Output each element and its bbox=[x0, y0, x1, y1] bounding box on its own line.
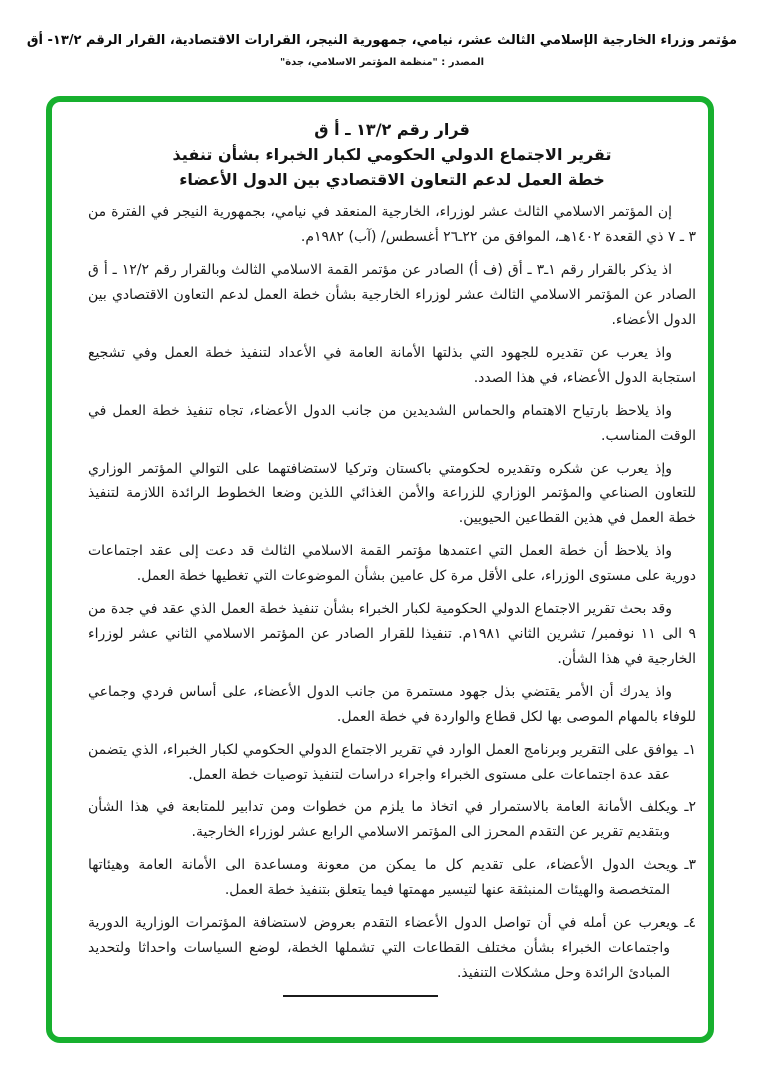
item-text: ويكلف الأمانة العامة بالاستمرار في اتخاذ ما يلزم من خطوات ومن تدابير للمتابعة في هذا الشأن وبتقديم تقرير عن التقدم المحرز الى المؤتمر الاسلامي الرابع عشر لوزراء الخارجية. bbox=[88, 799, 678, 841]
document-header bbox=[0, 33, 764, 68]
list-item bbox=[88, 738, 696, 788]
preamble-paragraph: واذ يلاحظ أن خطة العمل التي اعتمدها مؤتمر القمة الاسلامي الثالث قد دعت إلى عقد اجتماعات دورية على مستوى الوزراء، على الأقل مرة كل عامين بشأن الموضوعات التي تغطيها خطة العمل. bbox=[88, 543, 696, 585]
preamble-paragraph: وإذ يعرب عن شكره وتقديره لحكومتي باكستان وتركيا لاستضافتهما على التوالي المؤتمر الوزاري للتعاون الصناعي والمؤتمر الوزاري للزراعة والأمن الغذائي اللذين وضعا الخطوط الرائدة اللازمة لتنفيذ خطة العمل في هذين القطاعين الحيويين. bbox=[88, 460, 696, 527]
preamble-paragraph: واذ يدرك أن الأمر يقتضي بذل جهود مستمرة من جانب الدول الأعضاء، على أساس فردي وجماعي للوفاء بالمهام الموصى بها لكل قطاع والواردة في خطة العمل. bbox=[88, 683, 696, 725]
preamble-paragraph: واذ يعرب عن تقديره للجهود التي بذلتها الأمانة العامة في الأعداد لتنفيذ خطة العمل وفي تشجيع استجابة الدول الأعضاء، في هذا الصدد. bbox=[88, 344, 696, 386]
item-number: ٢ـ bbox=[684, 799, 696, 816]
list-item bbox=[88, 853, 696, 903]
document-body bbox=[52, 102, 708, 1037]
resolution-title bbox=[88, 118, 696, 192]
preamble-paragraph: اذ يذكر بالقرار رقم ١ـ٣ ـ أق (ف أ) الصادر عن مؤتمر القمة الاسلامي الثالث وبالقرار رقم ١٢/٢ ـ أ ق الصادر عن المؤتمر الاسلامي الثالث عشر لوزراء الخارجية بشأن خطة العمل لدعم التعاون الاقتصادي بين الدول الأعضاء. bbox=[88, 262, 696, 329]
item-number: ٣ـ bbox=[684, 857, 696, 874]
resolution-number-line: قرار رقم ١٣/٢ ـ أ ق bbox=[314, 120, 470, 139]
header-source-line: المصدر : "منظمة المؤتمر الاسلامي، جدة" bbox=[279, 57, 484, 68]
list-item bbox=[88, 911, 696, 986]
end-divider bbox=[283, 995, 438, 997]
green-document-frame bbox=[46, 96, 714, 1043]
resolution-title-line-1: تقرير الاجتماع الدولي الحكومي لكبار الخبراء بشأن تنفيذ bbox=[172, 144, 612, 164]
list-item bbox=[88, 795, 696, 845]
item-text: ويحث الدول الأعضاء، على تقديم كل ما يمكن من معونة ومساعدة الى الأمانة العامة وهيئاتها المتخصصة والهيئات المنبثقة عنها لتيسير مهمتها فيما يتعلق بتنفيذ خطة العمل. bbox=[88, 857, 678, 899]
resolution-title-line-2: خطة العمل لدعم التعاون الاقتصادي بين الدول الأعضاء bbox=[179, 169, 605, 189]
item-number: ٤ـ bbox=[684, 915, 696, 932]
item-number: ١ـ bbox=[684, 741, 696, 758]
header-citation-line: مؤتمر وزراء الخارجية الإسلامي الثالث عشر، نيامي، جمهورية النيجر، القرارات الاقتصادية، القرار الرقم ١٣/٢- أق bbox=[26, 33, 738, 48]
item-text: ويعرب عن أمله في أن تواصل الدول الأعضاء التقدم بعروض لاستضافة المؤتمرات الوزارية الدورية واجتماعات الخبراء بشأن مختلف القطاعات التي تشملها الخطة، لوضع السياسات واحداثا ولتحديد المبادئ الرائدة وحل مشكلات التنفيذ. bbox=[88, 915, 678, 981]
preamble-paragraph: وقد بحث تقرير الاجتماع الدولي الحكومية لكبار الخبراء بشأن تنفيذ خطة العمل الذي عقد في جدة من ٩ الى ١١ نوفمبر/ تشرين الثاني ١٩٨١م. تنفيذا للقرار الصادر عن المؤتمر الاسلامي الثاني عشر لوزراء الخارجية في هذا الشأن. bbox=[88, 601, 697, 667]
preamble-paragraph: إن المؤتمر الاسلامي الثالث عشر لوزراء، الخارجية المنعقد في نيامي، بجمهورية النيجر في الفترة من ٣ ـ ٧ ذي القعدة ١٤٠٢هـ، الموافق من ٢٢ـ٢٦ أغسطس/ (آب) ١٩٨٢م. bbox=[88, 204, 696, 246]
preamble-paragraph: واذ يلاحظ بارتياح الاهتمام والحماس الشديدين من جانب الدول الأعضاء، تجاه تنفيذ خطة العمل في الوقت المناسب. bbox=[88, 402, 696, 444]
item-text: يوافق على التقرير وبرنامج العمل الوارد في تقرير الاجتماع الدولي الحكومي لكبار الخبراء، الذي يتضمن عقد عدة اجتماعات على مستوى الخبراء واجراء دراسات لتنفيذ توصيات خطة العمل. bbox=[88, 741, 678, 783]
